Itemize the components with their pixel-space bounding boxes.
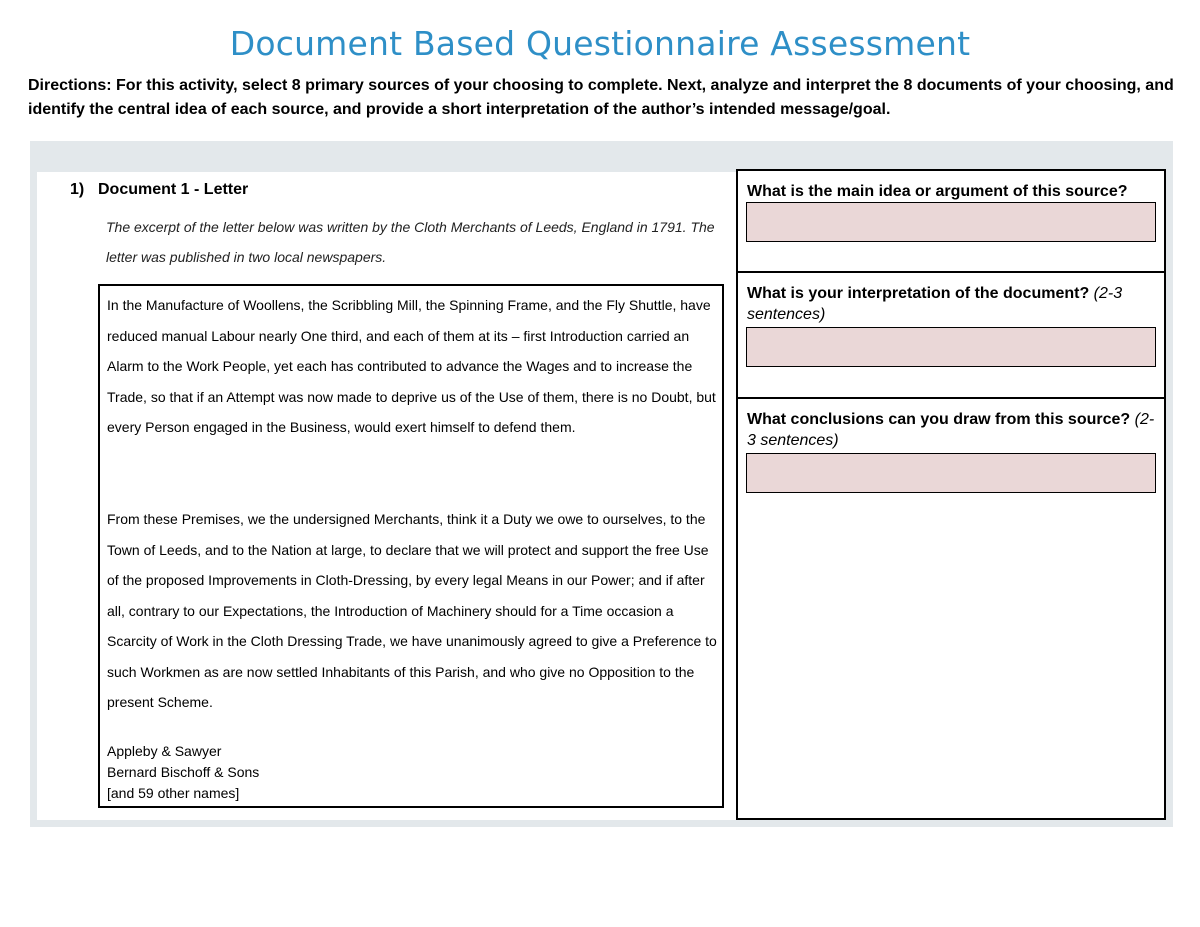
questions-column <box>736 169 1166 820</box>
signer: Bernard Bischoff & Sons <box>107 764 260 780</box>
letter-excerpt-box <box>98 284 724 808</box>
question-text: What is the main idea or argument of this source? <box>747 183 1128 200</box>
question-conclusions <box>738 399 1164 818</box>
question-hint: (2-3 sentences) <box>747 411 1155 449</box>
letter-paragraph-1: In the Manufacture of Woollens, the Scribbling Mill, the Spinning Frame, and the Fly Shuttle, have reduced manual Labour nearly One third, and each of them at its – first Introduction carried an Alarm to the Work People, yet each has contributed to advance the Wages and to increase the Trade, so that if an Attempt was now made to deprive us of the Use of them, there is no Doubt, but every Person engaged in the Business, would exert himself to defend them. <box>107 297 716 435</box>
question-text: What conclusions can you draw from this source? <box>747 411 1131 428</box>
question-label <box>747 283 1159 325</box>
directions-label: Directions: <box>28 77 112 94</box>
document-intro: The excerpt of the letter below was written by the Cloth Merchants of Leeds, England in 1791. The letter was published in two local newspapers. <box>106 219 715 265</box>
letter-signers <box>107 741 259 804</box>
question-hint: (2-3 sentences) <box>747 285 1123 323</box>
page-title: Document Based Questionnaire Assessment <box>229 24 971 63</box>
directions <box>28 74 1178 122</box>
question-label <box>747 409 1159 451</box>
interpretation-answer-field[interactable] <box>746 327 1156 367</box>
document-heading <box>70 181 248 199</box>
document-title: Document 1 - Letter <box>98 181 249 198</box>
conclusions-answer-field[interactable] <box>746 453 1156 493</box>
question-label <box>747 181 1159 202</box>
letter-paragraph-2: From these Premises, we the undersigned Merchants, think it a Duty we owe to ourselves, to the Town of Leeds, and to the Nation at large, to declare that we will protect and support the free Use of the proposed Improvements in Cloth-Dressing, by every legal Means in our Power; and if after all, contrary to our Expectations, the Introduction of Machinery should for a Time occasion a Scarcity of Work in the Cloth Dressing Trade, we have unanimously agreed to give a Preference to such Workmen as are now settled Inhabitants of this Parish, and who give no Opposition to the present Scheme. <box>107 511 717 710</box>
directions-text: For this activity, select 8 primary sources of your choosing to complete. Next, analyze and interpret the 8 documents of your choosing, and identify the central idea of each source, and provide a short interpretation of the author’s intended message/goal. <box>28 77 1174 118</box>
signer: Appleby & Sawyer <box>107 743 222 759</box>
document-number: 1) <box>70 181 85 198</box>
question-interpretation <box>738 273 1164 399</box>
question-main-idea <box>738 171 1164 273</box>
signer: [and 59 other names] <box>107 785 240 801</box>
main-idea-answer-field[interactable] <box>746 202 1156 242</box>
question-text: What is your interpretation of the document? <box>747 285 1090 302</box>
